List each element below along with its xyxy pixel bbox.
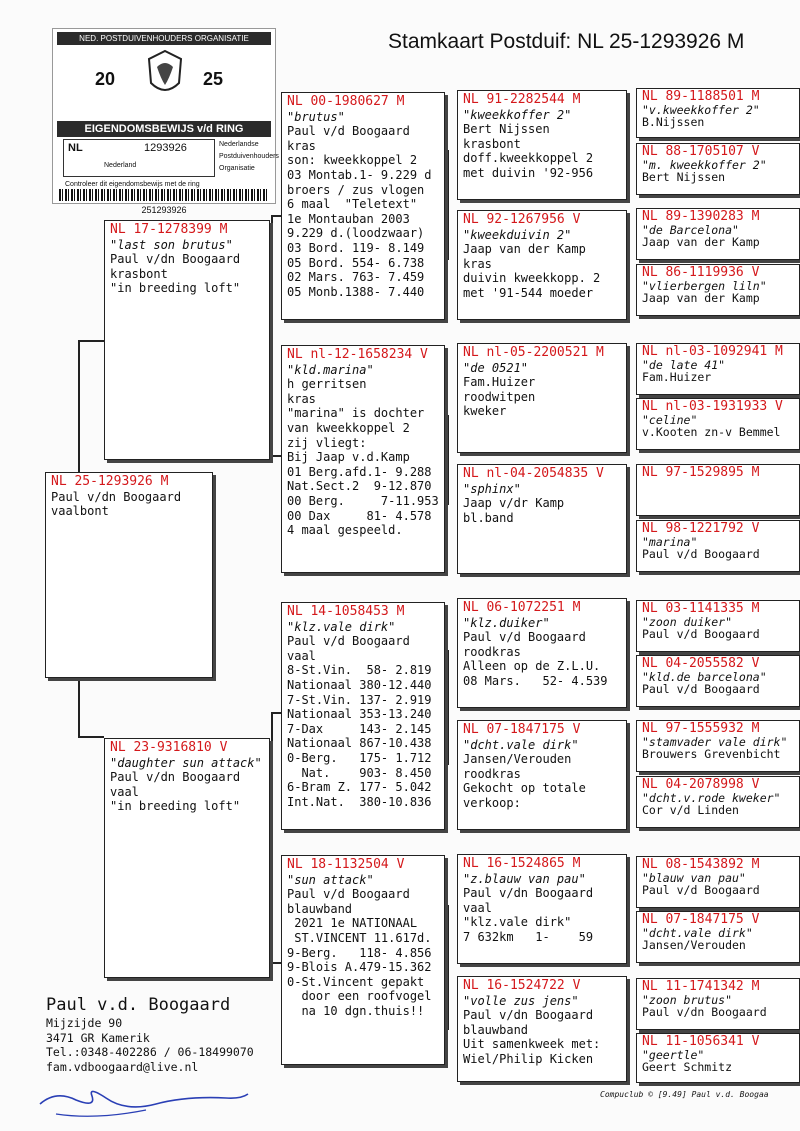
info-line: Fam.Huizer — [463, 375, 536, 390]
stamp-control-text: Controleer dit eigendomsbewijs met de ring — [65, 181, 200, 188]
info-line: 02 Mars. 763- 7.459 — [287, 270, 425, 285]
info-line: Nat.Sect.2 9-12.870 — [287, 479, 432, 494]
ring-id: NL 11-1056341 V — [642, 1034, 760, 1049]
ownership-certificate-stamp — [52, 28, 279, 215]
pigeon-card-ff[interactable] — [281, 92, 445, 320]
info-line: "marina" is dochter — [287, 406, 425, 421]
pigeon-card-mm[interactable] — [281, 855, 445, 1065]
ring-id: NL 16-1524865 M — [463, 856, 581, 871]
pigeon-name: "dcht.vale dirk" — [642, 925, 753, 940]
info-line: Paul v/d Boogaard — [287, 634, 410, 649]
info-line: Jaap van der Kamp — [642, 291, 760, 305]
stamp-npo-line: Nederlandse — [219, 141, 259, 148]
stamp-year-right: 25 — [203, 69, 224, 89]
ring-id: NL 03-1141335 M — [642, 601, 760, 616]
pigeon-name: "celine" — [642, 412, 698, 427]
info-line: kras — [463, 256, 492, 271]
info-line: Nat. 903- 8.450 — [287, 765, 432, 780]
pigeon-card-g6b[interactable] — [636, 776, 800, 828]
owner-name: Paul v.d. Boogaard — [46, 995, 231, 1015]
info-line: Alleen op de Z.L.U. — [463, 659, 601, 674]
info-line: 0-St.Vincent gepakt — [287, 974, 425, 989]
pigeon-name: "de Barcelona" — [642, 222, 739, 237]
info-line: Paul v/dn Boogaard — [642, 1005, 767, 1019]
stamp-ring-number: 1293926 — [144, 142, 187, 154]
pigeon-card-fmm[interactable] — [457, 464, 627, 574]
info-line: 7-St.Vin. 137- 2.919 — [287, 692, 432, 707]
ring-id: NL 23-9316810 V — [110, 740, 228, 755]
info-line: Bij Jaap v.d.Kamp — [287, 450, 410, 465]
info-line: h gerritsen — [287, 377, 367, 392]
info-line: roodkras — [463, 644, 521, 659]
ring-id: NL 07-1847175 V — [463, 722, 581, 737]
pigeon-name: "marina" — [642, 534, 698, 549]
pigeon-name: "kweekkoffer 2" — [463, 107, 572, 122]
ring-id: NL 88-1705107 V — [642, 144, 760, 159]
pigeon-name: "volle zus jens" — [463, 993, 579, 1008]
stamp-year-left: 20 — [95, 69, 116, 89]
pigeon-card-g7a[interactable] — [636, 856, 800, 908]
ring-id: NL 86-1119936 V — [642, 265, 760, 280]
ring-id: NL 92-1267956 V — [463, 212, 581, 227]
pigeon-card-fff[interactable] — [457, 90, 627, 200]
stamp-barcode — [59, 189, 269, 201]
owner-street: Mijzijde 90 — [46, 1016, 123, 1030]
ring-id: NL 16-1524722 V — [463, 978, 581, 993]
info-line: Fam.Huizer — [642, 370, 712, 384]
info-line: zij vliegt: — [287, 435, 367, 450]
pigeon-name: "stamvader vale dirk" — [642, 734, 788, 749]
pigeon-name: "last son brutus" — [110, 237, 233, 252]
stamp-npo-block — [219, 141, 279, 172]
info-line: Paul v/dn Boogaard — [110, 770, 241, 785]
info-line: 7-Dax 143- 2.145 — [287, 721, 432, 736]
info-line: Paul v/d Boogaard — [642, 682, 760, 696]
info-line: krasbont — [110, 266, 168, 281]
info-line: 03 Montab.1- 9.229 d — [287, 167, 432, 182]
ring-id: NL nl-12-1658234 V — [287, 347, 428, 362]
stamp-country-label: Nederland — [104, 162, 137, 169]
signature — [36, 1086, 256, 1126]
pigeon-name: "dcht.v.rode kweker" — [642, 790, 781, 805]
pigeon-name: "v.kweekkoffer 2" — [642, 102, 760, 117]
info-line: 03 Bord. 119- 8.149 — [287, 240, 425, 255]
info-line: door een roofvogel — [287, 989, 432, 1004]
pigeon-card-g7b[interactable] — [636, 911, 800, 963]
info-line: 08 Mars. 52- 4.539 — [463, 673, 608, 688]
pigeon-card-ffm[interactable] — [457, 210, 627, 320]
pigeon-card-g8a[interactable] — [636, 978, 800, 1030]
pigeon-card-g2a[interactable] — [636, 208, 800, 260]
ring-id: NL 25-1293926 M — [51, 474, 169, 489]
pigeon-name: "klz.duiker" — [463, 615, 550, 630]
info-line: 0-Berg. 175- 1.712 — [287, 750, 432, 765]
pigeon-card-mmf[interactable] — [457, 854, 627, 964]
info-line: "in breeding loft" — [110, 281, 241, 296]
info-line: roodkras — [463, 766, 521, 781]
info-line: broers / zus vlogen — [287, 182, 425, 197]
pigeon-card-fmf[interactable] — [457, 343, 627, 453]
info-line: Jaap v/dr Kamp — [463, 496, 565, 511]
pigeon-card-g8b[interactable] — [636, 1033, 800, 1083]
info-line: Paul v/d Boogaard — [642, 627, 760, 641]
ring-id: NL 89-1188501 M — [642, 89, 760, 104]
info-line: Brouwers Grevenbicht — [642, 747, 781, 761]
stamp-emblem-icon — [145, 49, 185, 99]
info-line: Cor v/d Linden — [642, 803, 739, 817]
pigeon-name: "geertle" — [642, 1047, 705, 1062]
ring-id: NL 04-2055582 V — [642, 656, 760, 671]
ring-id: NL 06-1072251 M — [463, 600, 581, 615]
ring-id: NL 07-1847175 V — [642, 912, 760, 927]
info-line: Int.Nat. 380-10.836 — [287, 794, 432, 809]
pigeon-card-mf[interactable] — [281, 602, 445, 830]
info-line: Nationaal 380-12.440 — [287, 677, 432, 692]
ring-id: NL nl-03-1931933 V — [642, 399, 783, 414]
ring-id: NL 08-1543892 M — [642, 857, 760, 872]
pigeon-card-g1a[interactable] — [636, 88, 800, 138]
info-line: verkoop: — [463, 795, 521, 810]
info-line: kras — [287, 391, 316, 406]
pigeon-card-mmm[interactable] — [457, 976, 627, 1082]
pigeon-name: "vlierbergen liln" — [642, 278, 767, 293]
ring-id: NL nl-03-1092941 M — [642, 344, 783, 359]
info-line: v.Kooten zn-v Bemmel — [642, 425, 781, 439]
info-line: Bert Nijssen — [463, 122, 550, 137]
ring-id: NL 97-1529895 M — [642, 465, 760, 480]
pigeon-name: "z.blauw van pau" — [463, 871, 586, 886]
pigeon-name: "sphinx" — [463, 481, 521, 496]
info-line: Paul v/d Boogaard — [642, 883, 760, 897]
pigeon-name: "dcht.vale dirk" — [463, 737, 579, 752]
ring-id: NL 00-1980627 M — [287, 94, 405, 109]
info-line: 1e Montauban 2003 — [287, 211, 410, 226]
info-line: B.Nijssen — [642, 115, 705, 129]
pigeon-name: "blauw van pau" — [642, 870, 746, 885]
ring-id: NL 11-1741342 M — [642, 979, 760, 994]
ring-id: NL nl-05-2200521 M — [463, 345, 604, 360]
info-line: Uit samenkweek met: — [463, 1037, 601, 1052]
info-line: blauwband — [463, 1022, 529, 1037]
info-line: Paul v/d Boogaard — [287, 887, 410, 902]
pigeon-card-g2b[interactable] — [636, 264, 800, 316]
pigeon-name: "sun attack" — [287, 872, 374, 887]
stamp-band: EIGENDOMSBEWIJS v/d RING — [57, 121, 271, 137]
pigeon-card-g5b[interactable] — [636, 655, 800, 707]
owner-line: Paul v/dn Boogaard — [51, 489, 182, 504]
info-line: kweker — [463, 404, 507, 419]
pigeon-card-g4b[interactable] — [636, 520, 800, 572]
info-line: "klz.vale dirk" — [463, 915, 572, 930]
info-line: bl.band — [463, 510, 514, 525]
ring-id: NL 18-1132504 V — [287, 857, 405, 872]
pigeon-card-mff[interactable] — [457, 598, 627, 708]
info-line: Nationaal 867-10.438 — [287, 736, 432, 751]
info-line: 7 632km 1- 59 — [463, 929, 594, 944]
pigeon-card-g5a[interactable] — [636, 600, 800, 652]
pigeon-name: "m. kweekkoffer 2" — [642, 157, 767, 172]
info-line: Wiel/Philip Kicken — [463, 1051, 594, 1066]
info-line: Paul v/d Boogaard — [287, 124, 410, 139]
pigeon-name: "daughter sun attack" — [110, 755, 262, 770]
info-line: 9.229 d.(loodzwaar) — [287, 226, 425, 241]
info-line: Paul v/d Boogaard — [463, 630, 586, 645]
info-line: vaal — [110, 784, 139, 799]
info-line: 9-Blois A.479-15.362 — [287, 960, 432, 975]
ring-id: NL 17-1278399 M — [110, 222, 228, 237]
info-line: vaal — [463, 900, 492, 915]
info-line: Paul v/dn Boogaard — [463, 1008, 594, 1023]
pigeon-name: "kld.marina" — [287, 362, 374, 377]
color-line: vaalbont — [51, 504, 109, 519]
stamp-country: NL — [68, 142, 83, 154]
pigeon-name: "brutus" — [287, 109, 345, 124]
pigeon-card-g1b[interactable] — [636, 143, 800, 195]
ring-id: NL 04-2078998 V — [642, 777, 760, 792]
info-line: Paul v/d Boogaard — [642, 547, 760, 561]
info-line: van kweekkoppel 2 — [287, 420, 410, 435]
pigeon-card-father[interactable] — [104, 220, 270, 460]
info-line: 05 Bord. 554- 6.738 — [287, 255, 425, 270]
info-line: 01 Berg.afd.1- 9.288 — [287, 464, 432, 479]
info-line: 6 maal "Teletext" — [287, 197, 418, 212]
page-title: Stamkaart Postduif: NL 25-1293926 M — [388, 30, 745, 53]
pigeon-card-g4a[interactable] — [636, 464, 800, 516]
info-line: 6-Bram Z. 177- 5.042 — [287, 780, 432, 795]
pigeon-name: "kweekduivin 2" — [463, 227, 572, 242]
info-line: Bert Nijssen — [642, 170, 726, 184]
info-line: "in breeding loft" — [110, 799, 241, 814]
info-line: met '91-544 moeder — [463, 285, 594, 300]
info-line: Paul v/dn Boogaard — [110, 252, 241, 267]
info-line: roodwitpen — [463, 389, 536, 404]
info-line: met duivin '92-956 — [463, 165, 594, 180]
info-line: 8-St.Vin. 58- 2.819 — [287, 663, 432, 678]
stamp-npo-line: Organisatie — [219, 165, 255, 172]
pigeon-name: "zoon brutus" — [642, 992, 733, 1007]
info-line: Gekocht op totale — [463, 781, 586, 796]
info-line: Geert Schmitz — [642, 1060, 733, 1074]
info-line: 2021 1e NATIONAAL — [287, 916, 418, 931]
pigeon-card-fm[interactable] — [281, 345, 445, 573]
info-line: Paul v/dn Boogaard — [463, 886, 594, 901]
info-line: Jaap van der Kamp — [463, 242, 586, 257]
owner-city: 3471 GR Kamerik — [46, 1030, 150, 1045]
pigeon-card-g6a[interactable] — [636, 720, 800, 772]
ring-id: NL 14-1058453 M — [287, 604, 405, 619]
info-line: Jansen/Verouden — [463, 752, 572, 767]
pigeon-name: "zoon duiker" — [642, 614, 733, 629]
info-line: 00 Dax 81- 4.578 — [287, 508, 432, 523]
pigeon-card-main[interactable] — [45, 472, 213, 678]
stamp-npo-line: Postduivenhouders — [219, 153, 279, 160]
pigeon-name: "kld.de barcelona" — [642, 669, 767, 684]
info-line: 9-Berg. 118- 4.856 — [287, 945, 432, 960]
ring-id: NL nl-04-2054835 V — [463, 466, 604, 481]
owner-email: fam.vdboogaard@live.nl — [46, 1059, 199, 1074]
info-line: Jansen/Verouden — [642, 938, 746, 952]
info-line: Jaap van der Kamp — [642, 235, 760, 249]
stamp-organisation: NED. POSTDUIVENHOUDERS ORGANISATIE — [57, 32, 271, 45]
info-line: 00 Berg. 7-11.953 — [287, 493, 439, 508]
pigeon-card-g3b[interactable] — [636, 398, 800, 450]
owner-phone: Tel.:0348-402286 / 06-18499070 — [46, 1045, 254, 1060]
info-line: 05 Monb.1388- 7.440 — [287, 284, 425, 299]
info-line: duivin kweekkopp. 2 — [463, 271, 601, 286]
pigeon-card-mother[interactable] — [104, 738, 270, 978]
pigeon-name: "klz.vale dirk" — [287, 619, 396, 634]
info-line: 4 maal gespeeld. — [287, 523, 403, 538]
info-line: son: kweekkoppel 2 — [287, 153, 418, 168]
owner-address — [46, 994, 254, 1074]
info-line: na 10 dgn.thuis!! — [287, 1003, 425, 1018]
pigeon-name: "de late 41" — [642, 357, 726, 372]
info-line: doff.kweekkoppel 2 — [463, 151, 594, 166]
info-line: blauwband — [287, 901, 353, 916]
ring-id: NL 89-1390283 M — [642, 209, 760, 224]
ring-id: NL 98-1221792 V — [642, 521, 760, 536]
stamp-ring-field — [63, 139, 215, 177]
ring-id: NL 97-1555932 M — [642, 721, 760, 736]
ring-id: NL 91-2282544 M — [463, 92, 581, 107]
pigeon-name: "de 0521" — [463, 360, 529, 375]
stamp-barcode-number: 251293926 — [141, 205, 187, 215]
pigeon-card-g3a[interactable] — [636, 343, 800, 395]
info-line: kras — [287, 138, 316, 153]
info-line: vaal — [287, 648, 316, 663]
info-line: ST.VINCENT 11.617d. — [287, 930, 432, 945]
info-line: krasbont — [463, 136, 521, 151]
footer-credit: Compuclub © [9.49] Paul v.d. Boogaa — [600, 1090, 769, 1099]
pigeon-card-mfm[interactable] — [457, 720, 627, 830]
info-line: Nationaal 353-13.240 — [287, 707, 432, 722]
